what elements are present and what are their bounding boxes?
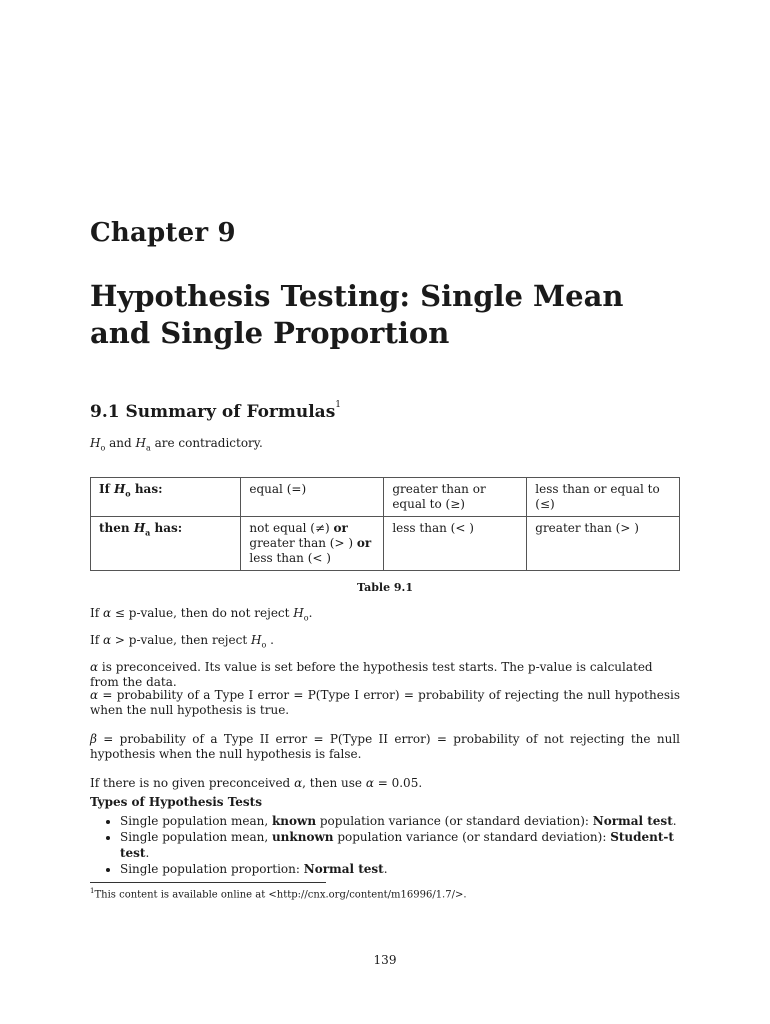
o-subscript: o — [125, 488, 131, 499]
cell-text: greater than (> ) — [249, 536, 357, 550]
text: population variance (or standard deviation): — [316, 814, 593, 828]
h-symbol: H — [133, 521, 146, 535]
footnote-text: This content is available online at <http://cnx.org/content/m16996/1.7/>. — [94, 889, 467, 901]
text-bold: unknown — [271, 830, 334, 844]
paragraph — [90, 660, 680, 690]
text: Single population mean, — [120, 830, 272, 844]
cell-text: has: — [150, 521, 183, 535]
text: is preconceived. Its value is set before the hypothesis test starts. The p-value is calculated from the data. — [90, 660, 653, 689]
table-row — [91, 478, 680, 517]
page-number: 139 — [373, 953, 397, 967]
alpha-symbol: α — [294, 776, 303, 790]
footnote — [90, 887, 467, 900]
text: . — [308, 606, 313, 620]
cell-text-bold: or — [356, 536, 372, 550]
text: population variance (or standard deviation): — [333, 830, 611, 844]
text: , then use — [302, 776, 366, 790]
text: . — [266, 633, 274, 647]
o-subscript: o — [303, 613, 309, 623]
h-symbol: H — [293, 606, 304, 620]
row-header-alt — [91, 517, 241, 571]
o-subscript: o — [261, 640, 267, 650]
table-cell: greater than (> ) — [527, 517, 680, 571]
formulas-table — [90, 477, 680, 571]
a-subscript: a — [145, 527, 151, 538]
alpha-symbol: α — [90, 688, 99, 702]
text: > p-value, then reject — [111, 633, 251, 647]
text: Single population proportion: — [120, 862, 304, 876]
cell-text: less than (< ) — [249, 551, 331, 565]
paragraph — [90, 732, 680, 762]
o-subscript: o — [100, 443, 106, 453]
h-symbol: H — [90, 436, 101, 450]
h-symbol: H — [113, 482, 126, 496]
footnote-rule — [90, 882, 326, 883]
text: If — [90, 606, 103, 620]
table-caption: Table 9.1 — [356, 581, 414, 594]
text: Single population mean, — [120, 814, 272, 828]
table-cell: equal (=) — [241, 478, 384, 517]
chapter-title: Hypothesis Testing: Single Mean and Single Proportion — [90, 279, 624, 350]
alpha-symbol: α — [103, 633, 112, 647]
cell-text: not equal (≠) — [249, 521, 334, 535]
paragraph — [90, 776, 680, 791]
a-subscript: a — [145, 443, 151, 453]
list-item — [120, 861, 690, 877]
intro-sentence — [90, 436, 263, 455]
text: = probability of a Type II error = P(Type II error) = probability of not rejecting the null hypothesis when the null hypothesis is false. — [90, 732, 680, 761]
table-cell: less than or equal to (≤) — [527, 478, 680, 517]
text: = probability of a Type I error = P(Type I error) = probability of rejecting the null hypothesis when the null hypothesis is true. — [90, 688, 680, 717]
text: If — [90, 633, 103, 647]
section-heading — [90, 402, 341, 422]
types-heading: Types of Hypothesis Tests — [90, 795, 262, 809]
text: . — [672, 814, 677, 828]
beta-symbol: β — [90, 732, 97, 746]
intro-and: and — [105, 436, 136, 450]
text: If there is no given preconceived — [90, 776, 295, 790]
cell-text: has: — [130, 482, 163, 496]
list-item — [120, 829, 690, 861]
alpha-symbol: α — [103, 606, 112, 620]
footnote-marker: 1 — [335, 400, 342, 410]
alpha-symbol: α — [365, 776, 374, 790]
text-bold: Normal test — [592, 814, 673, 828]
table-row — [91, 517, 680, 571]
paragraph — [90, 606, 680, 625]
paragraph — [90, 688, 680, 718]
text-bold: Normal test — [303, 862, 384, 876]
cell-text: then — [99, 521, 134, 535]
paragraph — [90, 633, 680, 652]
alpha-symbol: α — [90, 660, 99, 674]
h-symbol: H — [250, 633, 262, 647]
types-list — [90, 813, 690, 877]
table-cell — [241, 517, 384, 571]
table-cell: greater than or equal to (≥) — [384, 478, 527, 517]
section-heading-text: 9.1 Summary of Formulas — [90, 402, 336, 422]
row-header-null — [91, 478, 241, 517]
cell-text: If — [99, 482, 114, 496]
table-cell: less than (< ) — [384, 517, 527, 571]
chapter-label: Chapter 9 — [90, 218, 236, 248]
footnote-marker: 1 — [90, 887, 95, 895]
text: ≤ p-value, then do not reject — [111, 606, 294, 620]
text: . — [383, 862, 388, 876]
text: = 0.05. — [373, 776, 423, 790]
list-item — [120, 813, 690, 829]
h-symbol: H — [135, 436, 146, 450]
text-bold: known — [271, 814, 317, 828]
text: . — [145, 846, 150, 860]
text-bold: Student-t test — [120, 830, 674, 860]
intro-rest: are contradictory. — [150, 436, 263, 450]
cell-text-bold: or — [333, 521, 348, 535]
